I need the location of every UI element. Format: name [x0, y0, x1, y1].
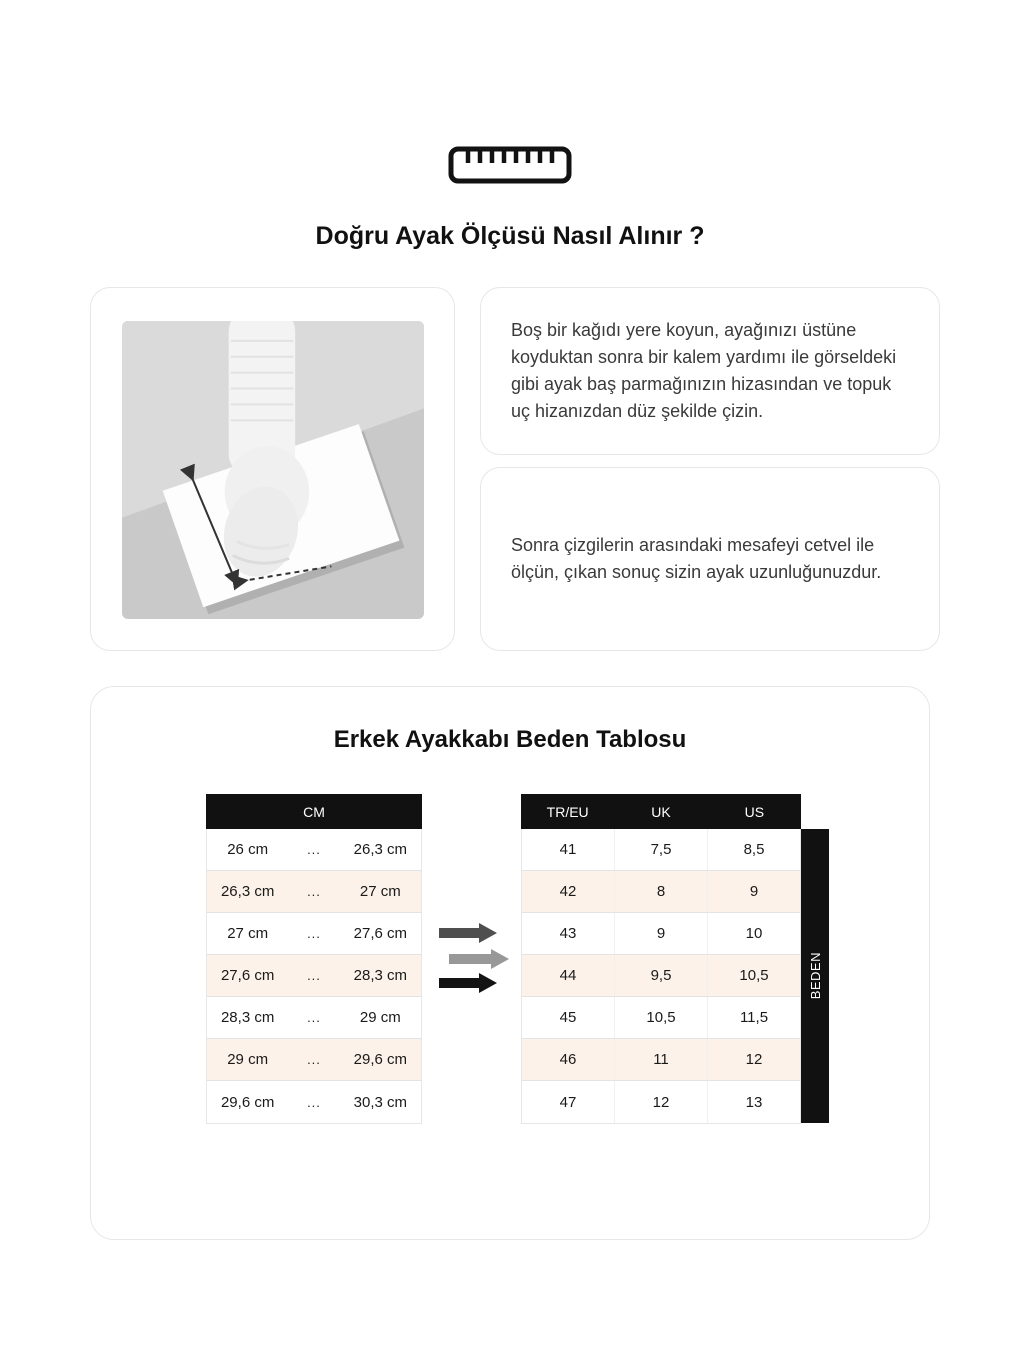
foot-photo-card: [90, 287, 455, 651]
size-us: 10,5: [707, 955, 800, 996]
cm-table-row: [207, 955, 421, 997]
size-header-uk: UK: [651, 803, 671, 820]
size-treu: 46: [559, 1051, 577, 1068]
cm-from: 29 cm: [227, 1051, 269, 1068]
cm-to: 27,6 cm: [353, 925, 407, 942]
cm-separator: ...: [307, 842, 321, 857]
size-table-body: [521, 829, 801, 1124]
cm-from: 27,6 cm: [220, 967, 275, 984]
cm-table-row: [207, 997, 421, 1039]
size-table-header: [521, 794, 801, 829]
cm-table-body: [206, 829, 422, 1124]
size-table-row: [522, 871, 800, 913]
cm-table-row: [207, 829, 421, 871]
cm-to: 30,3 cm: [353, 1093, 407, 1111]
size-table-row: [522, 1081, 800, 1123]
cm-to: 28,3 cm: [353, 967, 407, 984]
cm-to: 27 cm: [359, 883, 401, 900]
cm-separator: ...: [307, 1094, 321, 1110]
instruction-card-2: [480, 467, 940, 651]
cm-table-header: CM: [206, 794, 422, 829]
cm-to: 26,3 cm: [353, 841, 407, 858]
size-uk: 9,5: [614, 955, 707, 996]
size-uk: 10,5: [614, 997, 707, 1038]
size-guide-card: [90, 686, 930, 1240]
size-table-row: [522, 913, 800, 955]
size-table-row: [522, 829, 800, 871]
size-treu: 43: [559, 925, 577, 942]
size-treu: 44: [559, 967, 577, 984]
size-table-row: [522, 955, 800, 997]
instruction-card-1: [480, 287, 940, 455]
cm-separator: ...: [307, 1052, 321, 1067]
instruction-text-2: Sonra çizgilerin arasındaki mesafeyi cetvel ile ölçün, çıkan sonuç sizin ayak uzunluğunuzdur.: [511, 535, 882, 582]
foot-measurement-image: [122, 321, 424, 619]
size-us: 12: [707, 1039, 800, 1080]
cm-separator: ...: [307, 1010, 321, 1025]
size-uk: 9: [614, 913, 707, 954]
cm-table-row: [207, 1081, 421, 1123]
ruler-icon: [0, 146, 1020, 184]
size-uk: 11: [614, 1039, 707, 1080]
size-treu: 47: [559, 1093, 577, 1111]
size-table-row: [522, 1039, 800, 1081]
size-us: 8,5: [707, 829, 800, 870]
size-guide-title: Erkek Ayakkabı Beden Tablosu: [333, 726, 687, 753]
cm-separator: ...: [307, 926, 321, 941]
beden-side-bar: [801, 829, 829, 1123]
size-us: 11,5: [707, 997, 800, 1038]
cm-from: 26 cm: [227, 841, 269, 858]
beden-side-label: BEDEN: [807, 952, 823, 1000]
size-us: 10: [707, 913, 800, 954]
cm-to: 29,6 cm: [353, 1051, 407, 1068]
cm-table: [206, 794, 422, 1124]
size-treu: 45: [559, 1009, 577, 1026]
cm-table-row: [207, 871, 421, 913]
size-treu: 42: [559, 883, 577, 900]
cm-from: 29,6 cm: [220, 1093, 275, 1111]
size-uk: 12: [614, 1081, 707, 1123]
cm-from: 26,3 cm: [220, 883, 275, 900]
size-table-row: [522, 997, 800, 1039]
size-table: [521, 794, 801, 1124]
cm-separator: ...: [307, 884, 321, 899]
cm-table-row: [207, 1039, 421, 1081]
conversion-arrows-icon: [439, 921, 517, 999]
instruction-text-1: Boş bir kağıdı yere koyun, ayağınızı üstüne koyduktan sonra bir kalem yardımı ile görseldeki gibi ayak baş parmağınızın hizasından ve topuk uç hizanızdan düz şekilde çizin.: [511, 320, 897, 421]
size-treu: 41: [559, 841, 577, 858]
cm-to: 29 cm: [359, 1009, 401, 1026]
size-us: 9: [707, 871, 800, 912]
page-title: Doğru Ayak Ölçüsü Nasıl Alınır ?: [315, 222, 705, 250]
cm-separator: ...: [307, 968, 321, 983]
cm-from: 27 cm: [227, 925, 269, 942]
size-header-treu: TR/EU: [546, 803, 589, 820]
size-us: 13: [707, 1081, 800, 1123]
size-uk: 8: [614, 871, 707, 912]
cm-table-row: [207, 913, 421, 955]
size-header-us: US: [744, 803, 765, 820]
size-uk: 7,5: [614, 829, 707, 870]
cm-from: 28,3 cm: [220, 1009, 275, 1026]
